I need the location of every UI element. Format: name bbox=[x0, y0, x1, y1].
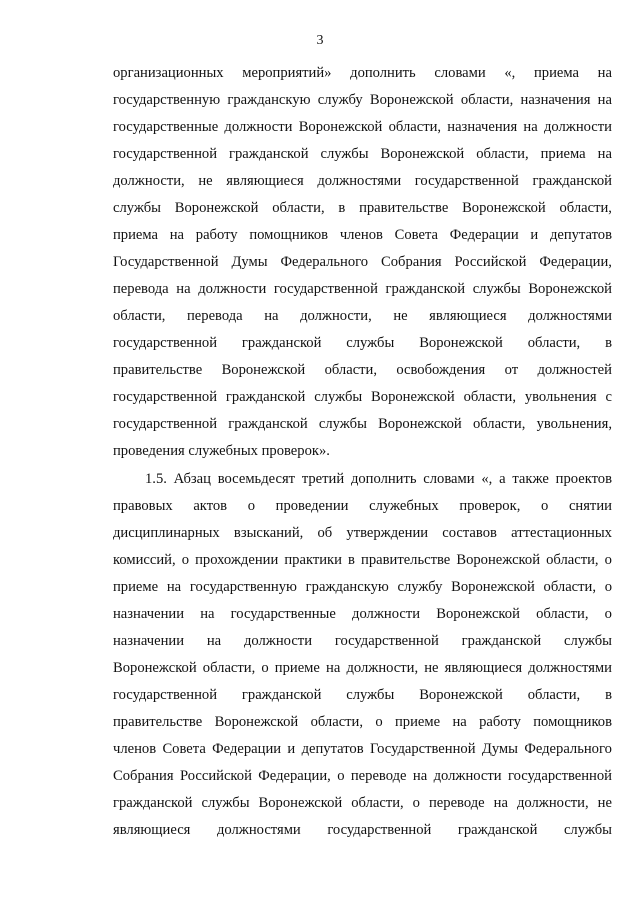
text-line bbox=[113, 763, 612, 790]
word: должности, bbox=[300, 308, 372, 324]
text-line bbox=[113, 114, 612, 141]
text-line bbox=[113, 601, 612, 628]
word: об bbox=[317, 525, 333, 541]
word: о bbox=[375, 714, 383, 730]
word: гражданской bbox=[113, 795, 193, 811]
word: увольнения bbox=[524, 389, 597, 405]
word: гражданской bbox=[457, 822, 538, 838]
word: на bbox=[200, 606, 215, 622]
word: о bbox=[604, 606, 612, 622]
text-line bbox=[113, 357, 612, 384]
word: области, bbox=[202, 660, 256, 676]
word: проверок, bbox=[459, 498, 521, 514]
word: области, bbox=[476, 146, 529, 162]
word: утверждении bbox=[346, 525, 429, 541]
word: должностями bbox=[216, 822, 301, 838]
word: в bbox=[605, 335, 612, 351]
word: о bbox=[604, 579, 612, 595]
page-number: 3 bbox=[316, 33, 324, 48]
word: на bbox=[452, 714, 467, 730]
word: проектов bbox=[555, 471, 612, 487]
word: правительстве bbox=[113, 362, 203, 378]
word: переводе bbox=[350, 768, 407, 784]
word: на bbox=[166, 579, 182, 595]
word: о bbox=[604, 552, 612, 568]
word: области, bbox=[324, 362, 378, 378]
word: Федерального bbox=[280, 254, 369, 270]
word: словами bbox=[423, 471, 475, 487]
word: гражданской bbox=[241, 687, 322, 703]
word: комиссий, bbox=[113, 552, 176, 568]
word: службы bbox=[320, 146, 369, 162]
word: государственной bbox=[113, 687, 218, 703]
word: работу bbox=[479, 714, 521, 730]
word: гражданской bbox=[532, 173, 612, 189]
word: государственной bbox=[113, 335, 218, 351]
text-line bbox=[113, 736, 612, 763]
text-line bbox=[113, 222, 612, 249]
word: Федерации, bbox=[539, 254, 612, 270]
text-line bbox=[113, 195, 612, 222]
word: области, bbox=[472, 416, 526, 432]
word: Собрания bbox=[113, 768, 174, 784]
word: гражданской bbox=[229, 146, 309, 162]
word: составов bbox=[442, 525, 497, 541]
word: о bbox=[541, 498, 549, 514]
word: словами bbox=[434, 65, 486, 81]
text-line bbox=[113, 466, 612, 493]
word: службы bbox=[314, 389, 363, 405]
text-line bbox=[113, 574, 612, 601]
word: восемьдесят bbox=[217, 471, 296, 487]
word: с bbox=[605, 389, 612, 405]
word: освобождения bbox=[396, 362, 486, 378]
word: области, bbox=[546, 552, 599, 568]
word: области, bbox=[310, 714, 364, 730]
word: в bbox=[605, 687, 612, 703]
word: области, bbox=[527, 687, 581, 703]
word: практики bbox=[284, 552, 342, 568]
word: Федерации bbox=[449, 227, 519, 243]
word: должностями bbox=[528, 660, 612, 676]
word: службы bbox=[346, 335, 395, 351]
text-line bbox=[113, 60, 612, 87]
word: должности, bbox=[516, 795, 589, 811]
word: а bbox=[499, 471, 506, 487]
word: в bbox=[348, 552, 355, 568]
word: Воронежской bbox=[369, 92, 454, 108]
word: мероприятий» bbox=[242, 65, 332, 81]
word: прохождении bbox=[195, 552, 279, 568]
word: государственной bbox=[334, 633, 439, 649]
word: дисциплинарных bbox=[113, 525, 220, 541]
word: Собрания bbox=[381, 254, 442, 270]
text-line bbox=[113, 168, 612, 195]
word: приеме bbox=[274, 660, 320, 676]
word: назначении bbox=[113, 633, 185, 649]
text-line bbox=[113, 709, 612, 736]
document-body bbox=[113, 60, 612, 844]
word: Воронежской bbox=[456, 552, 541, 568]
word: правительстве bbox=[359, 200, 449, 216]
word: Совета bbox=[162, 741, 206, 757]
word: организационных bbox=[113, 65, 224, 81]
word: назначения bbox=[447, 119, 518, 135]
word: назначении bbox=[113, 606, 185, 622]
word: о bbox=[412, 795, 420, 811]
word: Абзац bbox=[173, 471, 211, 487]
word: области, bbox=[388, 119, 442, 135]
word: правовых bbox=[113, 498, 173, 514]
word: области, bbox=[543, 579, 596, 595]
text-line bbox=[113, 87, 612, 114]
word: «, bbox=[504, 65, 516, 81]
word: дополнить bbox=[350, 65, 416, 81]
word: должности bbox=[198, 281, 267, 297]
word: Воронежской bbox=[221, 362, 306, 378]
word: не bbox=[424, 660, 439, 676]
word: гражданскую bbox=[227, 92, 311, 108]
word: приема bbox=[113, 227, 159, 243]
word: Федерации, bbox=[258, 768, 331, 784]
word: на bbox=[597, 92, 612, 108]
word: службы bbox=[346, 687, 395, 703]
word: государственной bbox=[113, 146, 218, 162]
word: переводе bbox=[428, 795, 485, 811]
word: на bbox=[493, 795, 508, 811]
text-line bbox=[113, 276, 612, 303]
word: перевода bbox=[187, 308, 243, 324]
word: в bbox=[338, 200, 346, 216]
word: службы bbox=[564, 633, 612, 649]
word: государственную bbox=[113, 92, 221, 108]
word: области, bbox=[460, 92, 514, 108]
word: области, bbox=[559, 200, 612, 216]
text-line bbox=[113, 141, 612, 168]
word: правительстве bbox=[113, 714, 203, 730]
word: гражданской bbox=[225, 389, 306, 405]
word: депутатов bbox=[301, 741, 364, 757]
word: дополнить bbox=[350, 471, 417, 487]
word: Федерации bbox=[212, 741, 282, 757]
word: должностей bbox=[537, 362, 612, 378]
word: на bbox=[597, 146, 612, 162]
text-line bbox=[113, 682, 612, 709]
word: о bbox=[247, 498, 255, 514]
word: службу bbox=[397, 579, 443, 595]
word: правительстве bbox=[361, 552, 451, 568]
text-line bbox=[113, 384, 612, 411]
word: на bbox=[264, 308, 279, 324]
word: на bbox=[597, 65, 612, 81]
word: Государственной bbox=[113, 254, 219, 270]
word: членов bbox=[113, 741, 157, 757]
word: области, bbox=[272, 200, 325, 216]
word: на bbox=[206, 633, 222, 649]
word: аттестационных bbox=[511, 525, 612, 541]
word: гражданской bbox=[228, 416, 308, 432]
word: о bbox=[181, 552, 190, 568]
word: на bbox=[169, 227, 185, 243]
word: государственной bbox=[414, 173, 519, 189]
text-line bbox=[113, 493, 612, 520]
word: на bbox=[176, 281, 191, 297]
word: 1.5. bbox=[145, 471, 167, 487]
word: гражданской bbox=[461, 633, 542, 649]
word: приеме bbox=[113, 579, 159, 595]
word: на bbox=[523, 119, 538, 135]
word: не bbox=[393, 308, 408, 324]
word: должностями bbox=[317, 173, 402, 189]
word: Российской bbox=[179, 768, 252, 784]
word: государственной bbox=[113, 389, 218, 405]
text-line bbox=[113, 547, 612, 574]
word: актов bbox=[193, 498, 228, 514]
word: снятии bbox=[568, 498, 612, 514]
word: гражданской bbox=[241, 335, 322, 351]
word: должности bbox=[243, 633, 312, 649]
text-line bbox=[113, 438, 612, 465]
text-line bbox=[113, 330, 612, 357]
word: государственной bbox=[273, 281, 378, 297]
word: Воронежской bbox=[380, 146, 465, 162]
word: на bbox=[412, 768, 428, 784]
word: службы bbox=[113, 200, 161, 216]
word: Воронежской bbox=[528, 281, 612, 297]
word: Воронежской bbox=[419, 335, 503, 351]
word: Воронежской bbox=[174, 200, 259, 216]
word: должности bbox=[433, 768, 502, 784]
word: приеме bbox=[395, 714, 441, 730]
word: на bbox=[326, 660, 341, 676]
word: Воронежской bbox=[451, 579, 535, 595]
word: служебных bbox=[369, 498, 439, 514]
word: назначения bbox=[520, 92, 591, 108]
word: третий bbox=[301, 471, 345, 487]
word: службы bbox=[318, 416, 367, 432]
word: Воронежской bbox=[436, 606, 520, 622]
word: Воронежской bbox=[258, 795, 343, 811]
text-line bbox=[113, 411, 612, 438]
word: помощников bbox=[249, 227, 329, 243]
word: области, bbox=[536, 606, 589, 622]
word: Российской bbox=[454, 254, 527, 270]
word: государственной bbox=[113, 416, 218, 432]
word: приема bbox=[540, 146, 586, 162]
word: должностями bbox=[528, 308, 612, 324]
word: гражданскую bbox=[305, 579, 389, 595]
word: членов bbox=[339, 227, 383, 243]
word: Воронежской bbox=[214, 714, 299, 730]
word: гражданской bbox=[385, 281, 466, 297]
text-line bbox=[113, 790, 612, 817]
word: области, bbox=[527, 335, 581, 351]
word: и bbox=[530, 227, 539, 243]
text-line bbox=[113, 655, 612, 682]
word: должности bbox=[543, 119, 612, 135]
word: должности bbox=[224, 119, 293, 135]
word: государственную bbox=[189, 579, 297, 595]
word: являющиеся bbox=[444, 660, 523, 676]
word: «, bbox=[481, 471, 493, 487]
word: являющиеся bbox=[113, 822, 191, 838]
word: также bbox=[512, 471, 549, 487]
word: работу bbox=[195, 227, 238, 243]
word: депутатов bbox=[549, 227, 612, 243]
word: взысканий, bbox=[233, 525, 304, 541]
word: перевода bbox=[113, 281, 169, 297]
word: государственной bbox=[327, 822, 432, 838]
word: должности bbox=[352, 606, 421, 622]
word: о bbox=[337, 768, 345, 784]
word: службы bbox=[201, 795, 250, 811]
word: Думы bbox=[481, 741, 518, 757]
word: области, bbox=[113, 308, 166, 324]
word: Воронежской bbox=[371, 389, 455, 405]
word: являющиеся bbox=[429, 308, 507, 324]
word: Воронежской bbox=[298, 119, 383, 135]
word: увольнения, bbox=[536, 416, 612, 432]
word: государственные bbox=[230, 606, 336, 622]
word: службы bbox=[472, 281, 521, 297]
word: Думы bbox=[231, 254, 268, 270]
word: являющиеся bbox=[226, 173, 304, 189]
text-line bbox=[113, 817, 612, 844]
word: помощников bbox=[533, 714, 612, 730]
word: о bbox=[261, 660, 269, 676]
word: государственные bbox=[113, 119, 219, 135]
word: области, bbox=[351, 795, 404, 811]
text-line bbox=[113, 520, 612, 547]
word: приема bbox=[533, 65, 579, 81]
word: Воронежской bbox=[378, 416, 462, 432]
word: проведения служебных проверок». bbox=[113, 443, 330, 459]
word: службу bbox=[317, 92, 363, 108]
word: Воронежской bbox=[419, 687, 503, 703]
word: области, bbox=[463, 389, 516, 405]
word: должности, bbox=[113, 173, 185, 189]
word: должности, bbox=[346, 660, 419, 676]
word: Воронежской bbox=[113, 660, 197, 676]
text-line bbox=[113, 249, 612, 276]
word: Совета bbox=[394, 227, 439, 243]
word: Воронежской bbox=[462, 200, 546, 216]
word: не bbox=[597, 795, 612, 811]
word: проведении bbox=[275, 498, 349, 514]
word: Государственной bbox=[369, 741, 476, 757]
word: Федерального bbox=[524, 741, 612, 757]
text-line bbox=[113, 303, 612, 330]
word: от bbox=[504, 362, 519, 378]
word: и bbox=[287, 741, 296, 757]
word: службы bbox=[563, 822, 612, 838]
word: не bbox=[198, 173, 213, 189]
text-line bbox=[113, 628, 612, 655]
word: государственной bbox=[507, 768, 612, 784]
